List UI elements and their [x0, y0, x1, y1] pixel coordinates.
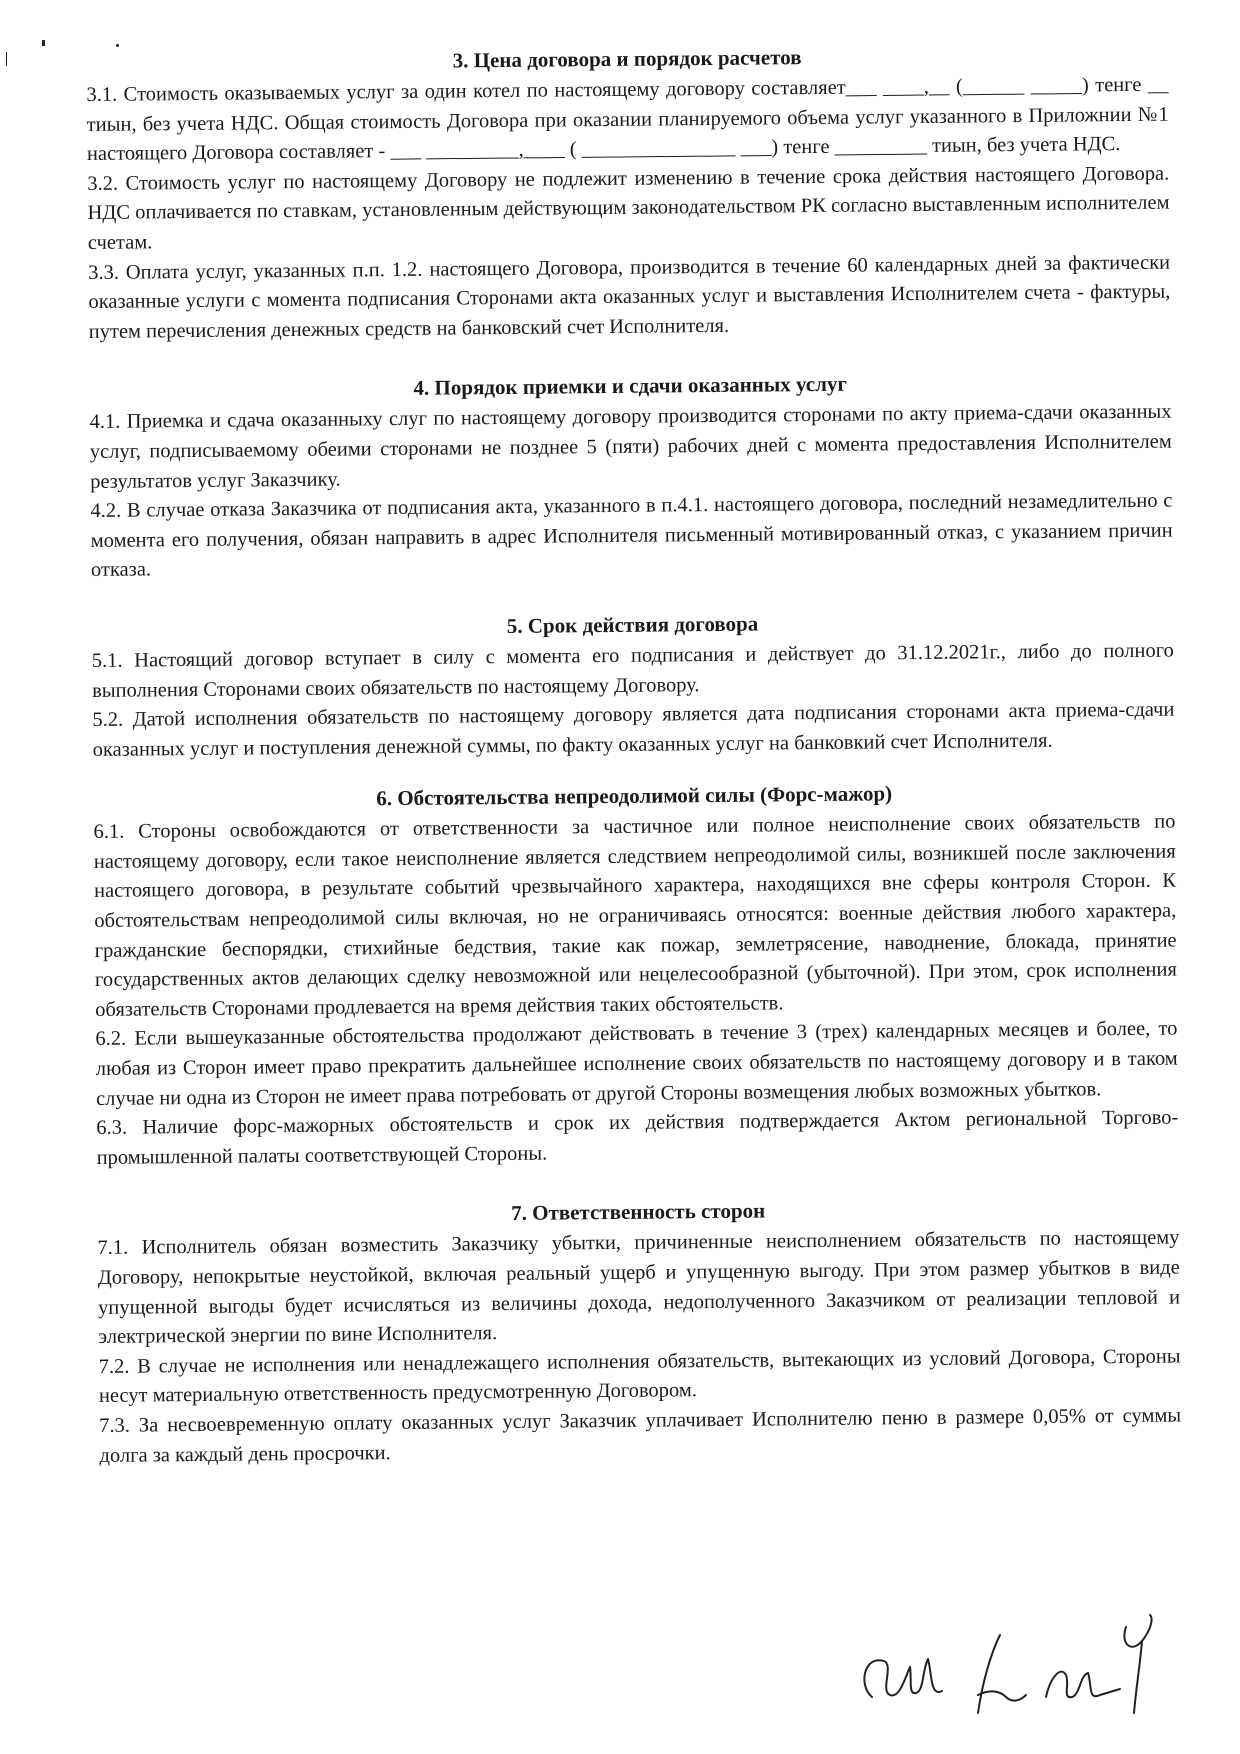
paragraph: 3.1. Стоимость оказываемых услуг за один котел по настоящему договору составляет___ ____,__ (______ _____) тенге __ тиын, без учета НДС. Общая стоимость Договора при оказании планируемого объема услуг указанного в Приложнии №1 настоящего Договора составляет - ___ _________,____ ( _______________ ___) тенге _________ тиын, без учета НДС. — [86, 73, 1169, 166]
section-acceptance — [89, 367, 1173, 586]
paragraph: 4.2. В случае отказа Заказчика от подписания акта, указанного в п.4.1. настоящего договора, последний незамедлительно с момента его получения, обязан направить в адрес Исполнителя письменный мотивированный отказ, с указанием причин отказа. — [90, 489, 1173, 582]
paragraph: 5.1. Настоящий договор вступает в силу с момента его подписания и действует до 31.12.2021г., либо до полного выполнения Сторонами своих обязательств по настоящему Договору. — [91, 639, 1174, 702]
paragraph: 6.1. Стороны освобождаются от ответственности за частичное или полное неисполнение своих обязательств по настоящему договору, если такое неисполнение является следствием непреодолимой силы, возникшей после заключения настоящего договора, в результате событий чрезвычайного характера, находящихся вне сферы контроля Сторон. К обстоятельствам непреодолимой силы включая, но не ограничиваясь относятся: военные действия любого характера, гражданские беспорядки, стихийные бедствия, такие как пожар, землетрясение, наводнение, блокада, принятие государственных актов делающих сделку невозможной или нецелесообразной (убыточной). При этом, срок исполнения обязательств Сторонами продлевается на время действия таких обстоятельств. — [93, 810, 1177, 1021]
paragraph: 6.3. Наличие форс-мажорных обстоятельств и срок их действия подтверждается Актом региональной Торгово-промышленной палаты соответствующей Стороны. — [96, 1106, 1179, 1169]
section-heading: 7. Ответственность сторон — [511, 1198, 766, 1226]
section-liability — [97, 1193, 1182, 1471]
paragraph: 3.3. Оплата услуг, указанных п.п. 1.2. настоящего Договора, производится в течение 60 календарных дней за фактически оказанные услуги с момента подписания Сторонами акта оказанных услуг и выставления Исполнителем счета - фактуры, путем перечисления денежных средств на банковский счет Исполнителя. — [88, 251, 1171, 343]
paragraph: 7.3. За несвоевременную оплату оказанных услуг Заказчик уплачивает Исполнителю пеню в размере 0,05% от суммы долга за каждый день просрочки. — [99, 1404, 1182, 1467]
document-page — [86, 40, 1182, 1471]
paragraph: 6.2. Если вышеуказанные обстоятельства продолжают действовать в течение 3 (трех) календарных месяцев и более, то любая из Сторон имеет право прекратить дальнейшее исполнение своих обязательств по настоящему договору и в таком случае ни одна из Сторон не имеет права потребовать от другой Стороны возмещения любых возможных убытков. — [95, 1018, 1178, 1110]
section-term — [91, 605, 1174, 765]
handwritten-signature — [850, 1605, 1170, 1725]
section-heading: 6. Обстоятельства непреодолимой силы (Форс-мажор) — [376, 781, 893, 811]
section-price — [86, 40, 1171, 348]
section-heading: 4. Порядок приемки и сдачи оказанных услуг — [413, 372, 848, 401]
scan-artifact-tick — [6, 52, 7, 66]
section-force-majeure — [93, 777, 1179, 1173]
section-heading: 5. Срок действия договора — [506, 611, 759, 638]
section-heading: 3. Цена договора и порядок расчетов — [452, 45, 802, 73]
scan-artifact-dot — [42, 40, 45, 46]
paragraph: 7.2. В случае не исполнения или ненадлежащего исполнения обязательств, вытекающих из условий Договора, Стороны несут материальную ответственность предусмотренную Договором. — [98, 1345, 1181, 1408]
scan-artifact-dot — [116, 44, 119, 47]
paragraph: 7.1. Исполнитель обязан возместить Заказчику убытки, причиненные неисполнением обязательств по настоящему Договору, непокрытые неустойкой, включая реальный ущерб и упущенную выгоду. При этом размер убытков в виде упущенной выгоды будет исчисляться из величины дохода, недополученного Заказчиком от реализации тепловой и электрической энергии по вине Исполнителя. — [97, 1226, 1181, 1349]
paragraph: 5.2. Датой исполнения обязательств по настоящему договору является дата подписания сторонами акта приема-сдачи оказанных услуг и поступления денежной суммы, по факту оказанных услуг на банковкий счет Исполнителя. — [92, 698, 1175, 761]
paragraph: 4.1. Приемка и сдача оказанныху слуг по настоящему договору производится сторонами по акту приема-сдачи оказанных услуг, подписываемому обеими сторонами не позднее 5 (пяти) рабочих дней с момента предоставления Исполнителем результатов услуг Заказчику. — [89, 400, 1172, 493]
paragraph: 3.2. Стоимость услуг по настоящему Договору не подлежит изменению в течение срока действия настоящего Договора. НДС оплачивается по ставкам, установленным действующим законодательством РК согласно выставленным исполнителем счетам. — [87, 162, 1170, 254]
